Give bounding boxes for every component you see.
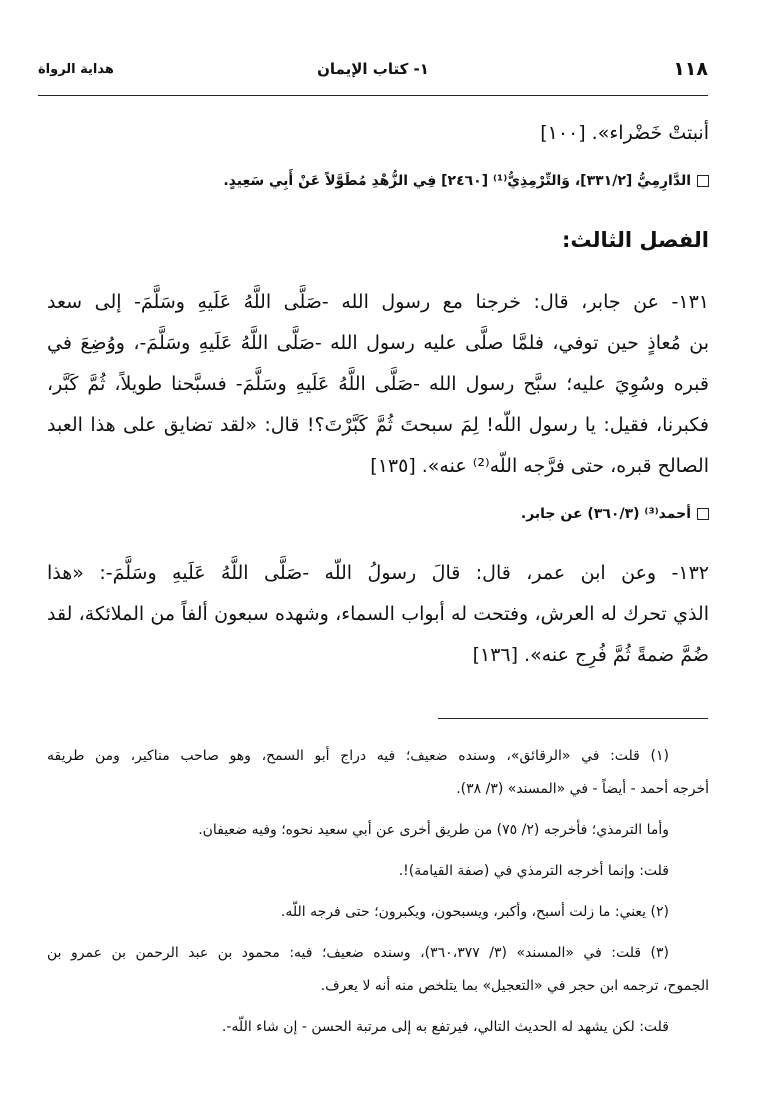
footnote-divider [438, 718, 708, 719]
footnote-line: أخرجه أحمد - أيضاً - في «المسند» (٣/ ٣٨). [456, 781, 709, 797]
section-heading: الفصل الثالث: [562, 228, 709, 252]
hadith-line: ١٣٢- وعن ابن عمر، قال: قالَ رسولُ اللّه -صَلَّى اللَّهُ عَلَيهِ وسَلَّمَ-: «هذا [47, 562, 709, 584]
footnote-line: وأما الترمذي؛ فأخرجه (٢/ ٧٥) من طريق أخرى عن أبي سعيد نحوه؛ وفيه ضعيفان. [198, 822, 669, 838]
book-title: هداية الرواة [38, 62, 114, 77]
running-header [38, 58, 708, 90]
hadith-line: الصالح قبره، حتى فرَّجه اللّه⁽²⁾ عنه». [١٣٥] [370, 455, 709, 477]
chapter-title: ١- كتاب الإيمان [317, 60, 429, 78]
source-box-icon [697, 175, 709, 187]
source-reference [47, 170, 709, 192]
hadith-line: بن مُعاذٍ حين توفي، فلمَّا صلَّى عليه رسول الله -صَلَّى اللَّهُ عَلَيهِ وسَلَّمَ-، ووُضِعَ في [47, 332, 709, 354]
footnote-line: قلت: لكن يشهد له الحديث التالي، فيرتفع به إلى مرتبة الحسن - إن شاء اللّه-. [221, 1019, 669, 1035]
hadith-line: الذي تحرك له العرش، وفتحت له أبواب السماء، وشهده سبعون ألفاً من الملائكة، لقد [47, 603, 709, 625]
hadith-ending-line: أنبتتْ خَضْراء». [١٠٠] [540, 122, 709, 144]
hadith-line: ١٣١- عن جابر، قال: خرجنا مع رسول الله -صَلَّى اللَّهُ عَلَيهِ وسَلَّمَ- إلى سعد [47, 291, 709, 313]
source-reference [47, 503, 709, 525]
footnote-line: (٣) قلت: في «المسند» (٣/ ٣٦٠،٣٧٧)، وسنده ضعيف؛ فيه: محمود بن عبد الرحمن بن عمرو بن [47, 945, 670, 961]
hadith-line: ضُمَّ ضمةً ثُمَّ فُرِج عنه». [١٣٦] [472, 644, 709, 666]
footnote-line: الجموح، ترجمه ابن حجر في «التعجيل» بما يتلخص منه أنه لا يعرف. [320, 978, 709, 994]
hadith-line: قبره وسُوِيَ عليه؛ سبَّح رسول الله -صَلَّى اللَّهُ عَلَيهِ وسَلَّمَ- فسبَّحنا طويلاً، ثُمَّ كَبَّر، [47, 373, 709, 395]
source-text: أحمد⁽³⁾ (٣٦٠/٣) عن جابر. [520, 506, 691, 522]
hadith-line: فكبرنا، فقيل: يا رسول اللّه! لِمَ سبحتَ ثُمَّ كَبَّرْتَ؟! قال: «لقد تضايق على هذا العبد [47, 414, 709, 436]
source-box-icon [697, 508, 709, 520]
page-number: ١١٨ [673, 58, 708, 80]
footnote-line: (١) قلت: في «الرقائق»، وسنده ضعيف؛ فيه دراج أبو السمح، وهو صاحب مناكير، ومن طريقه [47, 748, 669, 764]
footnote-line: قلت: وإنما أخرجه الترمذي في (صفة القيامة)!. [398, 863, 669, 879]
header-divider [38, 95, 708, 96]
footnote-line: (٢) يعني: ما زلت أسبح، وأكبر، ويسبحون، ويكبرون؛ حتى فرجه اللّه. [280, 904, 669, 920]
source-text: الدَّارِمِيُّ [٣٣١/٢]، وَالتِّرْمِذِيُّ⁽¹⁾ [٢٤٦٠] فِي الزُّهْدِ مُطَوَّلاً عَنْ أَبِي سَعِيدٍ. [223, 173, 691, 189]
